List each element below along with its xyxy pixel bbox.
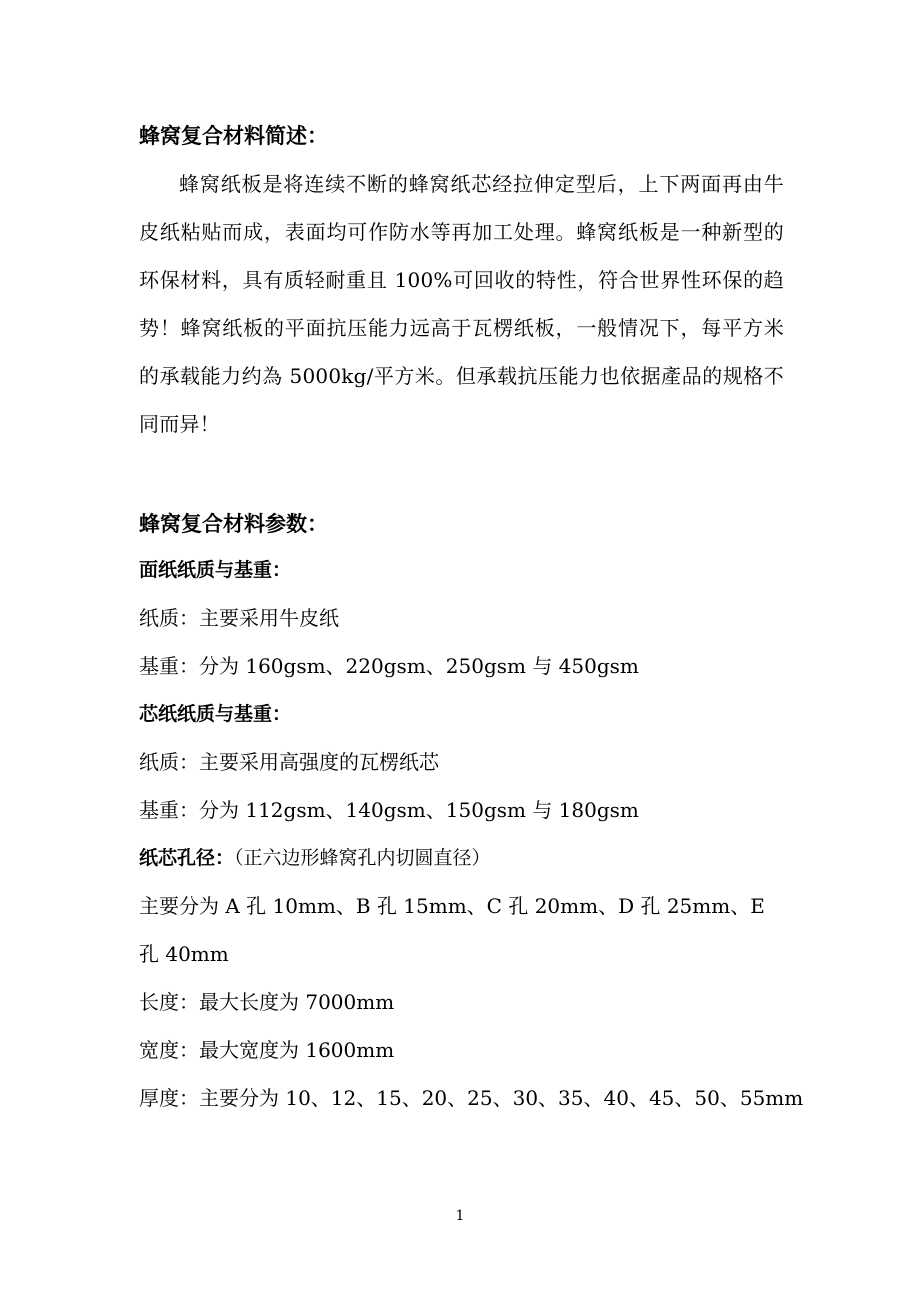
- aperture-heading-label: 纸芯孔径：: [139, 847, 235, 869]
- face-paper-material: 纸质：主要采用牛皮纸: [139, 606, 339, 630]
- thickness-spec: 厚度：主要分为 10、12、15、20、25、30、35、40、45、50、55mm: [139, 1086, 804, 1110]
- core-paper-heading: 芯纸纸质与基重：: [139, 703, 292, 725]
- core-paper-material: 纸质：主要采用高强度的瓦楞纸芯: [139, 750, 439, 774]
- section-title-parameters: 蜂窝复合材料参数：: [139, 512, 328, 536]
- face-paper-weight: 基重：分为 160gsm、220gsm、250gsm 与 450gsm: [139, 654, 639, 678]
- core-paper-weight: 基重：分为 112gsm、140gsm、150gsm 与 180gsm: [139, 798, 639, 822]
- width-spec: 宽度：最大宽度为 1600mm: [139, 1038, 395, 1062]
- face-paper-heading: 面纸纸质与基重：: [139, 559, 292, 581]
- length-spec: 长度：最大长度为 7000mm: [139, 990, 395, 1014]
- aperture-heading-note: （正六边形蜂窝孔内切圆直径）: [234, 847, 491, 869]
- page-content: [139, 118, 804, 1122]
- overview-paragraph: 蜂窝纸板是将连续不断的蜂窝纸芯经拉伸定型后，上下两面再由牛皮纸粘贴而成，表面均可作防水等再加工处理。蜂窝纸板是一种新型的环保材料，具有质轻耐重且 100%可回收的特性，符合世界性环保的趋势！蜂窝纸板的平面抗压能力远高于瓦楞纸板，一般情况下，每平方米的承载能力约為 5000kg/平方米。但承载抗压能力也依据產品的规格不同而异！: [139, 172, 784, 436]
- aperture-sizes: 主要分为 A 孔 10mm、B 孔 15mm、C 孔 20mm、D 孔 25mm、E 孔 40mm: [139, 894, 765, 966]
- page-number: 1: [455, 1208, 465, 1224]
- aperture-heading: [139, 834, 784, 882]
- section-title-overview: 蜂窝复合材料简述：: [139, 124, 328, 148]
